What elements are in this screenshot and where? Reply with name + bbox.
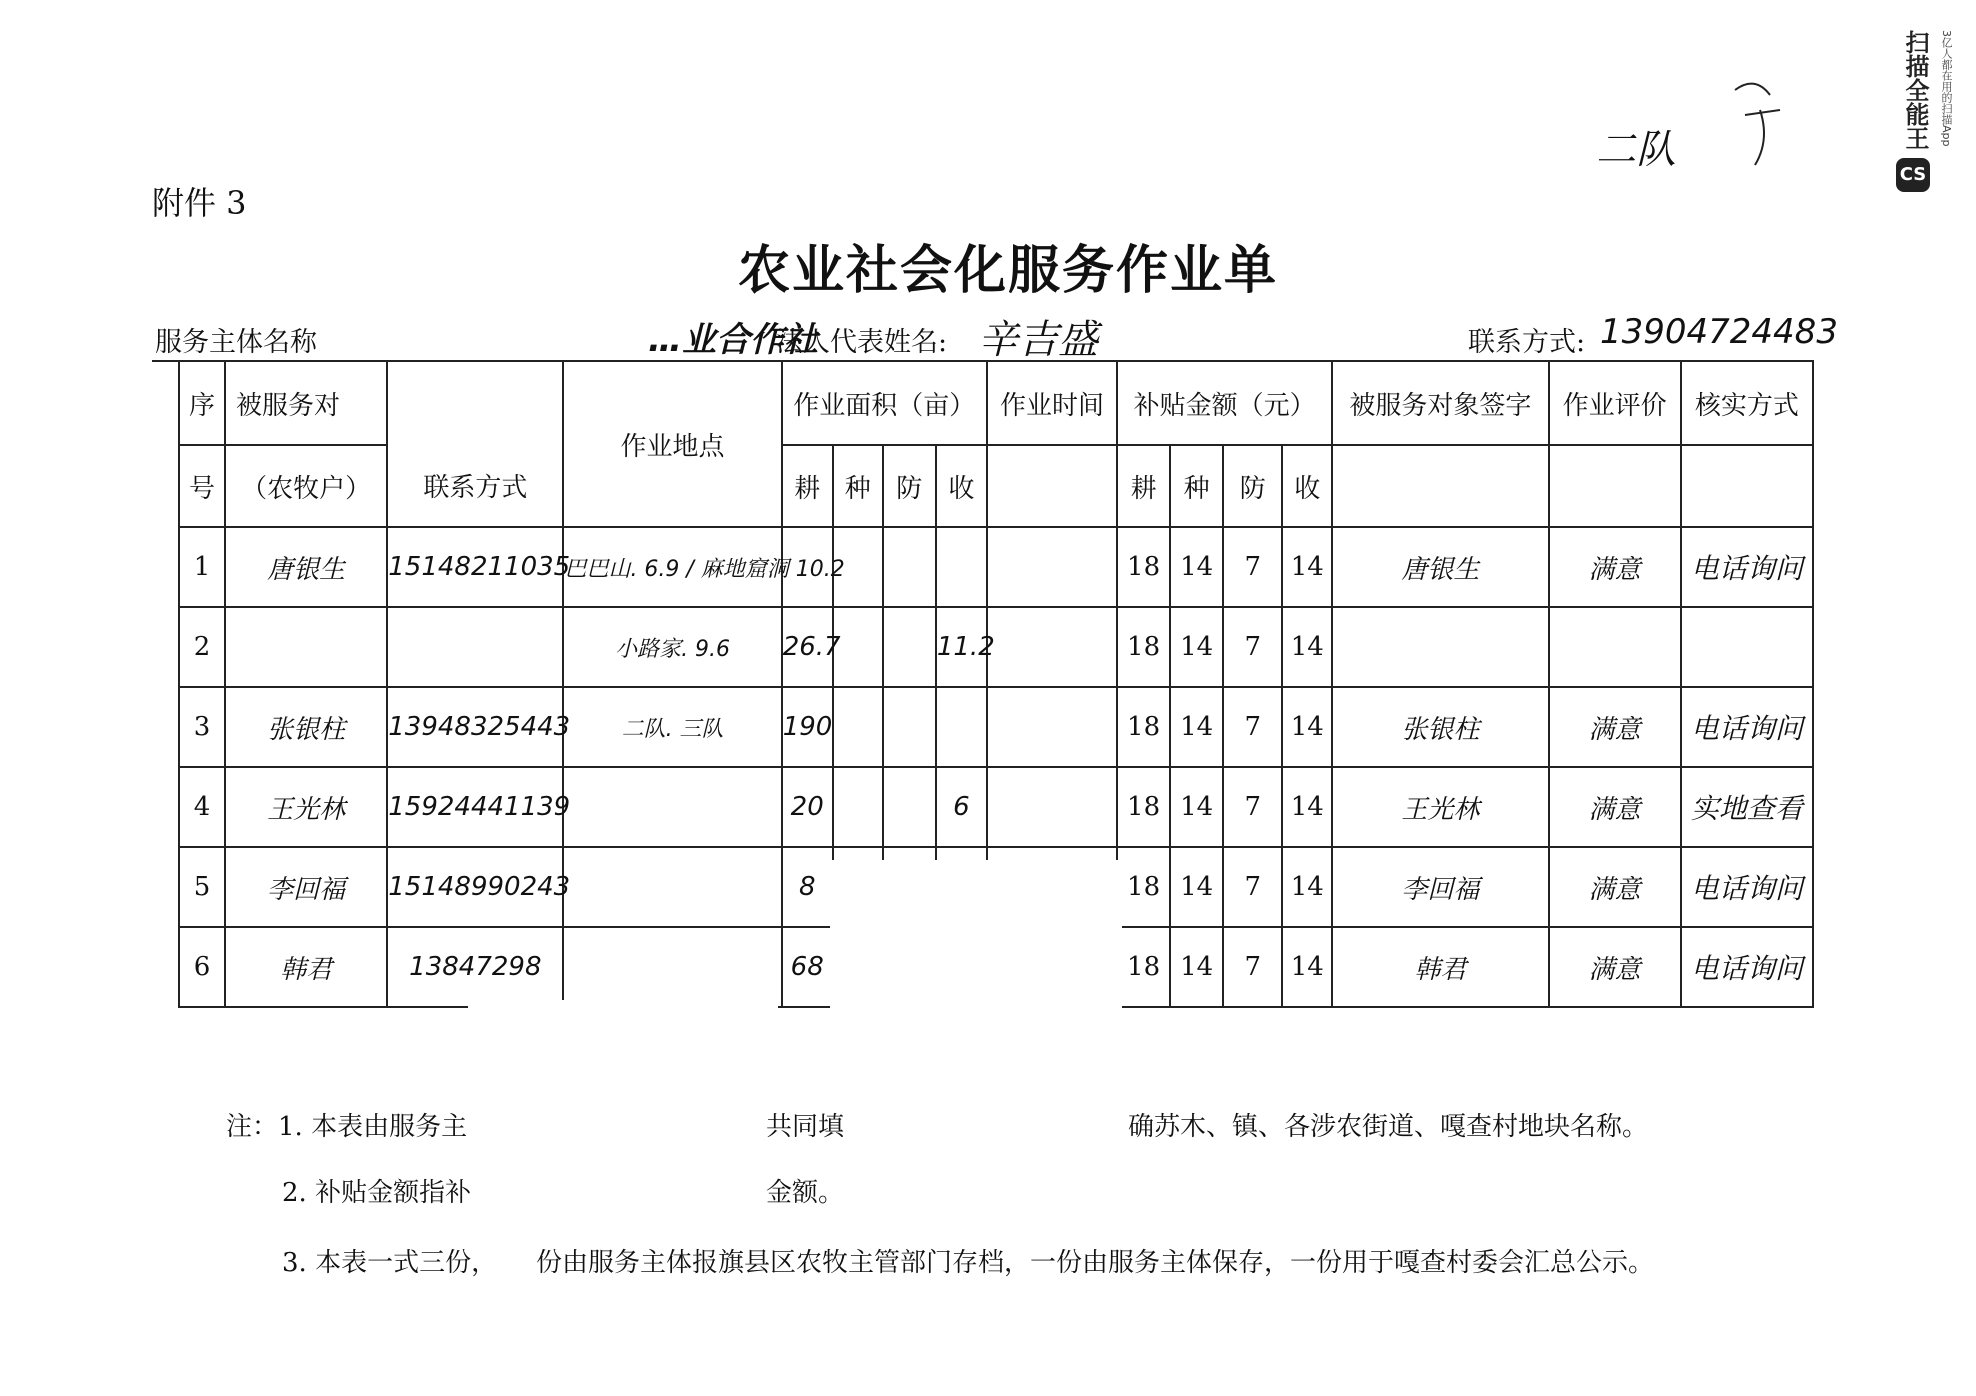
cell-verify: 电话询问 <box>1681 687 1813 767</box>
header-contact: 联系方式 <box>387 445 563 527</box>
legal-rep-label: 法人代表姓名: <box>776 327 948 358</box>
header-eval: 作业评价 <box>1549 361 1681 445</box>
cell-s1: 18 <box>1117 687 1170 767</box>
cell-empty <box>833 767 883 847</box>
cell-eval: 满意 <box>1549 767 1681 847</box>
cell-no: 4 <box>179 767 225 847</box>
cell-eval: 满意 <box>1549 687 1681 767</box>
cell-phone: 13847298 <box>387 927 563 1007</box>
header-sign: 被服务对象签字 <box>1332 361 1548 445</box>
cell-sign: 张银柱 <box>1332 687 1548 767</box>
note-3-end: 份由服务主体报旗县区农牧主管部门存档，一份由服务主体保存，一份用于嘎查村委会汇总公示。 <box>536 1248 1655 1278</box>
header-area-geng: 耕 <box>782 445 833 527</box>
cell-loc <box>563 847 781 927</box>
watermark-subtitle: 3亿人都在用的扫描App <box>1940 30 1953 147</box>
header-area-fang: 防 <box>883 445 936 527</box>
header-seq-bottom: 号 <box>179 445 225 527</box>
provider-value: …业合作社 <box>648 320 818 360</box>
header-location: 作业地点 <box>563 361 781 527</box>
legal-rep-value: 辛吉盛 <box>978 317 1098 363</box>
cell-name: 王光林 <box>225 767 387 847</box>
cell-name: 李回福 <box>225 847 387 927</box>
cell-no: 2 <box>179 607 225 687</box>
table-row <box>179 607 1813 687</box>
cell-verify: 电话询问 <box>1681 527 1813 607</box>
cell-name: 唐银生 <box>225 527 387 607</box>
cell-geng: 68 <box>782 927 833 1007</box>
note-2-start: 2. 补贴金额指补 <box>282 1178 472 1208</box>
cell-s1: 18 <box>1117 927 1170 1007</box>
cell-s1: 18 <box>1117 527 1170 607</box>
cell-s2: 14 <box>1170 607 1223 687</box>
note-1-end: 确苏木、镇、各涉农街道、嘎查村地块名称。 <box>1128 1112 1649 1142</box>
contact-value: 13904724483 <box>1600 312 1838 352</box>
cell-sign <box>1332 607 1548 687</box>
cell-loc: 小路家. 9.6 <box>563 607 781 687</box>
cell-no: 5 <box>179 847 225 927</box>
page-title: 农业社会化服务作业单 <box>738 240 1279 301</box>
cell-empty <box>987 527 1117 607</box>
header-time: 作业时间 <box>987 361 1117 445</box>
cell-sign: 韩君 <box>1332 927 1548 1007</box>
cell-s2: 14 <box>1170 927 1223 1007</box>
note-1-mid: 共同填 <box>766 1112 845 1142</box>
note-3-start: 3. 本表一式三份， <box>282 1248 498 1278</box>
header-subsidy-shou: 收 <box>1282 445 1332 527</box>
cell-empty <box>987 607 1117 687</box>
contact-label: 联系方式: <box>1468 327 1586 358</box>
cell-eval: 满意 <box>1549 527 1681 607</box>
cell-s2: 14 <box>1170 527 1223 607</box>
cell-geng: 190 <box>782 687 833 767</box>
cell-name <box>225 607 387 687</box>
header-area: 作业面积（亩） <box>782 361 987 445</box>
cell-shou: 6 <box>936 767 987 847</box>
cell-s2: 14 <box>1170 847 1223 927</box>
cell-loc <box>563 767 781 847</box>
cell-verify: 实地查看 <box>1681 767 1813 847</box>
cell-s4: 14 <box>1282 687 1332 767</box>
cell-eval <box>1549 607 1681 687</box>
cell-s4: 14 <box>1282 607 1332 687</box>
cell-s4: 14 <box>1282 767 1332 847</box>
cell-no: 6 <box>179 927 225 1007</box>
cell-phone: 13948325443 <box>387 687 563 767</box>
cell-sign: 王光林 <box>1332 767 1548 847</box>
cell-s3: 7 <box>1223 687 1282 767</box>
header-seq-top: 序 <box>179 361 225 445</box>
cell-loc: 二队. 三队 <box>563 687 781 767</box>
cell-phone: 15148990243 <box>387 847 563 927</box>
header-verify-sub <box>1681 445 1813 527</box>
note-2-end: 金额。 <box>766 1178 845 1208</box>
header-eval-sub <box>1549 445 1681 527</box>
header-subsidy-fang: 防 <box>1223 445 1282 527</box>
table-row <box>179 687 1813 767</box>
cell-empty <box>883 687 936 767</box>
header-time-sub <box>987 445 1117 527</box>
cell-s4: 14 <box>1282 527 1332 607</box>
cell-s2: 14 <box>1170 767 1223 847</box>
header-subsidy-zhong: 种 <box>1170 445 1223 527</box>
cell-sign: 李回福 <box>1332 847 1548 927</box>
cell-shou <box>936 527 987 607</box>
header-subsidy-geng: 耕 <box>1117 445 1170 527</box>
header-contact-top <box>387 361 563 445</box>
cell-s4: 14 <box>1282 927 1332 1007</box>
cell-loc <box>563 927 781 1007</box>
scanner-watermark <box>1896 30 1966 190</box>
cell-verify: 电话询问 <box>1681 927 1813 1007</box>
note-1-start: 注：1. 本表由服务主 <box>226 1112 468 1142</box>
header-served-bottom: （农牧户） <box>225 445 387 527</box>
cell-s3: 7 <box>1223 767 1282 847</box>
cell-geng: 26.7 <box>782 607 833 687</box>
header-verify: 核实方式 <box>1681 361 1813 445</box>
attachment-label: 附件 3 <box>152 184 247 222</box>
cell-verify <box>1681 607 1813 687</box>
header-subsidy: 补贴金额（元） <box>1117 361 1332 445</box>
cell-s3: 7 <box>1223 607 1282 687</box>
cell-verify: 电话询问 <box>1681 847 1813 927</box>
cell-shou: 11.2 <box>936 607 987 687</box>
cell-sign: 唐银生 <box>1332 527 1548 607</box>
table-row <box>179 527 1813 607</box>
cell-empty <box>883 607 936 687</box>
cell-no: 3 <box>179 687 225 767</box>
cell-empty <box>987 687 1117 767</box>
corner-scribble-icon <box>1725 70 1795 170</box>
cell-phone <box>387 607 563 687</box>
header-area-zhong: 种 <box>833 445 883 527</box>
cell-empty <box>883 767 936 847</box>
cell-s2: 14 <box>1170 687 1223 767</box>
cell-name: 韩君 <box>225 927 387 1007</box>
cell-empty <box>833 687 883 767</box>
scan-dropout-2 <box>830 860 1122 1060</box>
cs-logo-icon: CS <box>1896 158 1930 192</box>
cell-s1: 18 <box>1117 847 1170 927</box>
cell-eval: 满意 <box>1549 847 1681 927</box>
cell-eval: 满意 <box>1549 927 1681 1007</box>
table-row <box>179 767 1813 847</box>
cell-no: 1 <box>179 527 225 607</box>
cell-name: 张银柱 <box>225 687 387 767</box>
cell-geng: 8 <box>782 847 833 927</box>
cell-s3: 7 <box>1223 527 1282 607</box>
cell-empty <box>987 767 1117 847</box>
cell-loc: 巴巴山. 6.9 / 麻地窟洞 10.2 <box>563 527 781 607</box>
cell-s1: 18 <box>1117 607 1170 687</box>
header-area-shou: 收 <box>936 445 987 527</box>
header-sign-sub <box>1332 445 1548 527</box>
provider-label: 服务主体名称 <box>155 327 317 358</box>
cell-empty <box>883 527 936 607</box>
cell-shou <box>936 687 987 767</box>
scan-dropout-1 <box>468 1000 778 1060</box>
cell-s4: 14 <box>1282 847 1332 927</box>
cell-s3: 7 <box>1223 927 1282 1007</box>
cell-s1: 18 <box>1117 767 1170 847</box>
cell-phone: 15924441139 <box>387 767 563 847</box>
header-served-top: 被服务对 <box>225 361 387 445</box>
cell-s3: 7 <box>1223 847 1282 927</box>
cell-phone: 15148211035 <box>387 527 563 607</box>
watermark-name: 扫描全能王 <box>1901 30 1929 150</box>
corner-note: 二队 <box>1596 127 1676 173</box>
cell-geng: 20 <box>782 767 833 847</box>
